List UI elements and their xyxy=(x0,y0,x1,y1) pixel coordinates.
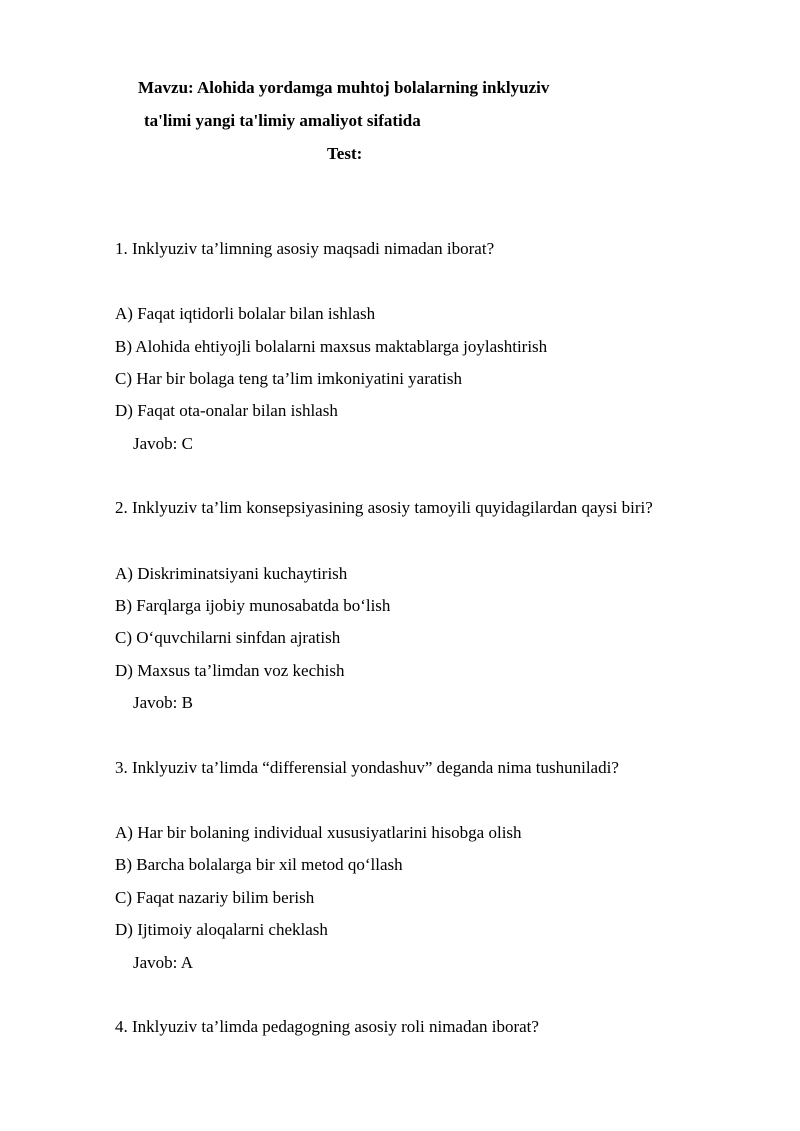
question-1-text: 1. Inklyuziv ta’limning asosiy maqsadi nimadan iborat? xyxy=(115,239,495,258)
question-3-option-b: B) Barcha bolalarga bir xil metod qo‘llash xyxy=(115,855,403,874)
question-3-option-c: C) Faqat nazariy bilim berish xyxy=(115,888,315,907)
question-2-option-c: C) O‘quvchilarni sinfdan ajratish xyxy=(115,628,341,647)
question-3-answer: Javob: A xyxy=(133,953,193,972)
document-title-line-2: ta'limi yangi ta'limiy amaliyot sifatida xyxy=(144,111,421,130)
question-2-answer: Javob: B xyxy=(133,693,193,712)
question-1-option-d: D) Faqat ota-onalar bilan ishlash xyxy=(115,401,338,420)
question-1-option-b: B) Alohida ehtiyojli bolalarni maxsus maktablarga joylashtirish xyxy=(115,337,548,356)
document-title-line-1: Mavzu: Alohida yordamga muhtoj bolalarning inklyuziv xyxy=(138,78,550,97)
question-1-answer: Javob: C xyxy=(133,434,193,453)
document-subtitle: Test: xyxy=(327,144,363,163)
question-3-option-d: D) Ijtimoiy aloqalarni cheklash xyxy=(115,920,328,939)
question-4-text: 4. Inklyuziv ta’limda pedagogning asosiy roli nimadan iborat? xyxy=(115,1017,539,1036)
question-3-text: 3. Inklyuziv ta’limda “differensial yondashuv” deganda nima tushuniladi? xyxy=(115,758,619,777)
question-2-option-b: B) Farqlarga ijobiy munosabatda bo‘lish xyxy=(115,596,391,615)
question-2-option-a: A) Diskriminatsiyani kuchaytirish xyxy=(115,564,348,583)
question-1-option-c: C) Har bir bolaga teng ta’lim imkoniyatini yaratish xyxy=(115,369,462,388)
question-3-option-a: A) Har bir bolaning individual xususiyatlarini hisobga olish xyxy=(115,823,522,842)
question-1-option-a: A) Faqat iqtidorli bolalar bilan ishlash xyxy=(115,304,376,323)
question-2-text: 2. Inklyuziv ta’lim konsepsiyasining asosiy tamoyili quyidagilardan qaysi biri? xyxy=(115,498,653,517)
question-2-option-d: D) Maxsus ta’limdan voz kechish xyxy=(115,661,345,680)
